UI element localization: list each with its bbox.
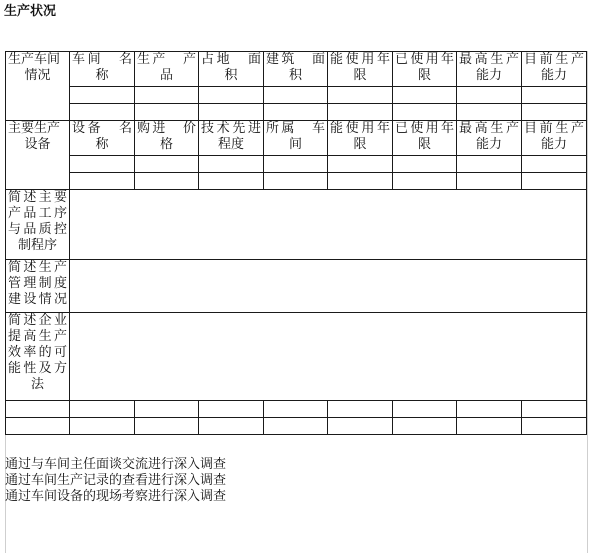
table-cell[interactable] [393,401,457,418]
workshop-header-row [6,52,587,87]
table-cell[interactable] [522,401,587,418]
table-cell[interactable] [199,401,264,418]
col-equipment-name: 设备 名 称 [70,121,135,156]
table-cell[interactable] [328,173,393,190]
col-current-capacity: 目前生产 能力 [522,121,587,156]
table-cell[interactable] [199,156,264,173]
table-cell[interactable] [70,418,135,435]
col-workshop-name: 车间 名 称 [70,52,135,87]
col-tech-level: 技术先进 程度 [199,121,264,156]
table-cell[interactable] [264,104,328,121]
table-cell[interactable] [457,156,522,173]
table-cell[interactable] [522,418,587,435]
table-cell[interactable] [328,401,393,418]
workshop-data-row [6,104,587,121]
col-usable-years: 能使用年 限 [328,52,393,87]
col-land-area: 占地 面 积 [199,52,264,87]
table-cell[interactable] [199,418,264,435]
note-line: 通过车间生产记录的查看进行深入调查 [5,473,227,488]
table-cell[interactable] [135,156,199,173]
table-cell[interactable] [264,87,328,104]
management-description-field[interactable] [70,260,587,313]
table-cell[interactable] [70,173,135,190]
col-building-area: 建筑 面 积 [264,52,328,87]
table-cell[interactable] [393,87,457,104]
table-cell[interactable] [457,418,522,435]
process-description-label: 简述主要产品工序与品质控 制程序 [6,190,70,260]
process-description-field[interactable] [70,190,587,260]
workshop-data-row [6,87,587,104]
equipment-data-row [6,173,587,190]
table-cell[interactable] [328,418,393,435]
table-cell[interactable] [393,156,457,173]
workshop-section-label: 生产车间 情况 [6,52,70,121]
col-usable-years: 能使用年 限 [328,121,393,156]
equipment-header-row [6,121,587,156]
table-cell[interactable] [264,156,328,173]
table-cell[interactable] [522,104,587,121]
col-product: 生产 产 品 [135,52,199,87]
col-used-years: 已使用年 限 [393,121,457,156]
table-cell[interactable] [264,173,328,190]
table-cell[interactable] [70,401,135,418]
table-cell[interactable] [264,418,328,435]
empty-row [6,401,587,418]
table-cell[interactable] [135,87,199,104]
table-cell[interactable] [522,87,587,104]
table-cell[interactable] [457,104,522,121]
management-description-label: 简述生产管理制度建设情况 [6,260,70,313]
table-cell[interactable] [264,401,328,418]
table-cell[interactable] [328,87,393,104]
efficiency-description-row [6,313,587,401]
table-cell[interactable] [457,173,522,190]
note-line: 通过与车间主任面谈交流进行深入调查 [5,457,227,472]
empty-row [6,418,587,435]
table-cell[interactable] [393,104,457,121]
efficiency-description-field[interactable] [70,313,587,401]
table-cell[interactable] [522,156,587,173]
col-purchase-price: 购进 价 格 [135,121,199,156]
efficiency-description-label: 简述企业提高生产效率的可能性及方 法 [6,313,70,401]
table-cell[interactable] [70,87,135,104]
table-cell[interactable] [522,173,587,190]
table-cell[interactable] [393,173,457,190]
col-owning-workshop: 所属 车 间 [264,121,328,156]
table-cell[interactable] [6,401,70,418]
process-description-row [6,190,587,260]
table-cell[interactable] [328,104,393,121]
investigation-notes [5,457,405,505]
table-cell[interactable] [199,87,264,104]
table-cell[interactable] [70,156,135,173]
management-description-row [6,260,587,313]
table-cell[interactable] [135,104,199,121]
note-line: 通过车间设备的现场考察进行深入调查 [5,489,227,504]
col-used-years: 已使用年 限 [393,52,457,87]
production-status-table [5,51,587,435]
table-cell[interactable] [135,173,199,190]
page-title: 生产状况 [4,4,57,19]
table-cell[interactable] [135,401,199,418]
table-cell[interactable] [328,156,393,173]
col-current-capacity: 目前生产 能力 [522,52,587,87]
equipment-section-label: 主要生产 设备 [6,121,70,190]
col-max-capacity: 最高生产 能力 [457,52,522,87]
table-cell[interactable] [199,173,264,190]
equipment-data-row [6,156,587,173]
table-cell[interactable] [135,418,199,435]
table-cell[interactable] [70,104,135,121]
table-cell[interactable] [393,418,457,435]
col-max-capacity: 最高生产 能力 [457,121,522,156]
table-cell[interactable] [457,87,522,104]
table-cell[interactable] [199,104,264,121]
table-cell[interactable] [6,418,70,435]
table-cell[interactable] [457,401,522,418]
